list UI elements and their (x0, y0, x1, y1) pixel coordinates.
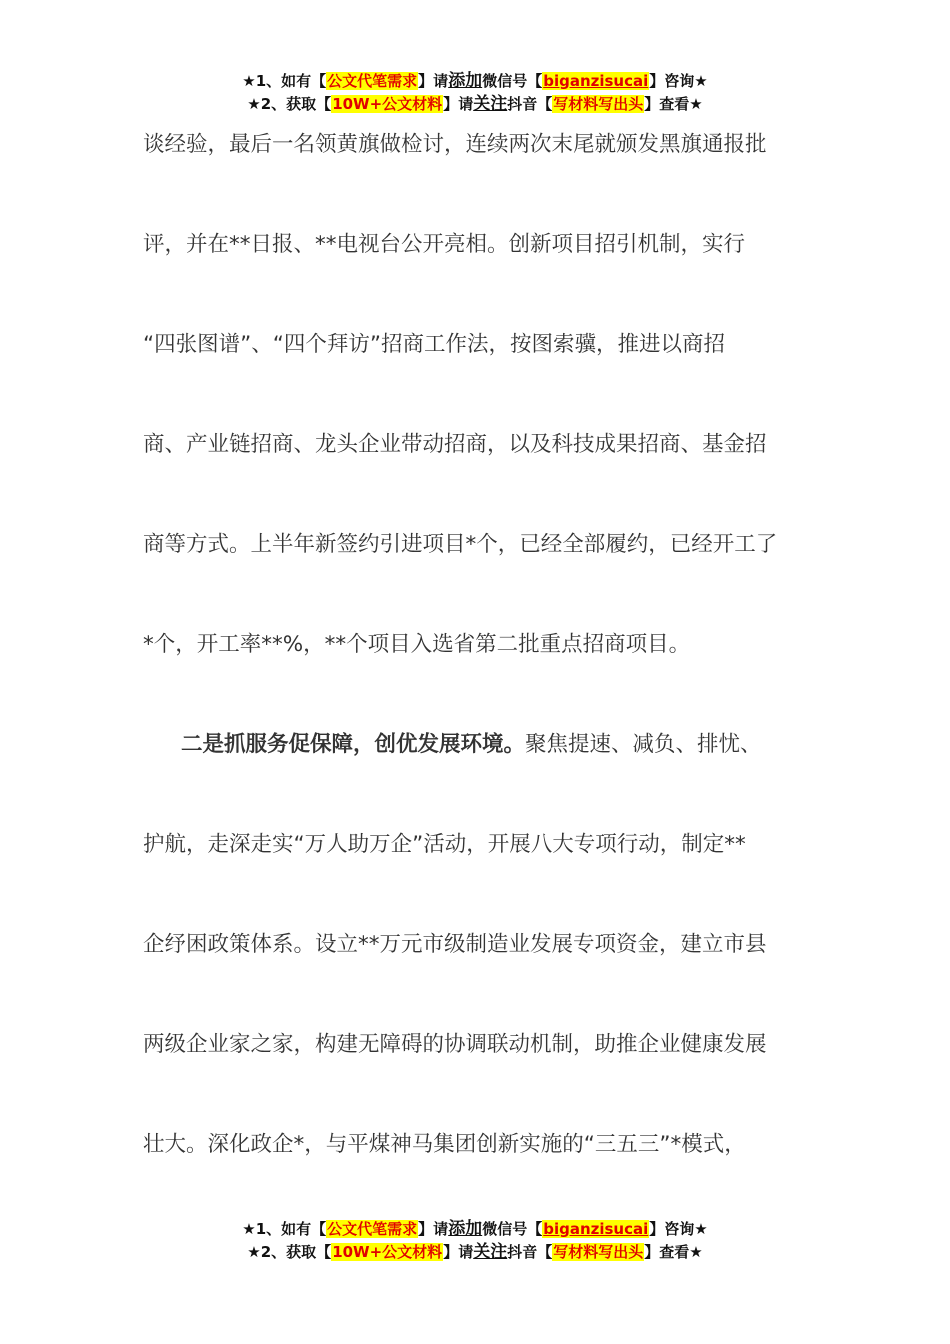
paragraph-line: 商等方式。上半年新签约引进项目*个，已经全部履约，已经开工了 (143, 532, 778, 557)
footer-banner (0, 1218, 950, 1264)
banner-highlight: 公文代笔需求 (327, 1220, 418, 1238)
paragraph-line: *个，开工率**%，**个项目入选省第二批重点招商项目。 (143, 632, 691, 657)
wechat-id-highlight: biganzisucai (543, 1220, 649, 1238)
banner-line-1 (0, 1218, 950, 1241)
banner-text: 】请 (418, 1220, 449, 1238)
paragraph-line: 谈经验，最后一名领黄旗做检讨，连续两次末尾就颁发黑旗通报批 (143, 132, 767, 157)
banner-underline: 添加 (448, 1219, 483, 1239)
banner-text: 】咨询★ (649, 72, 708, 90)
banner-text: 微信号【 (482, 72, 543, 90)
paragraph-line: 企纾困政策体系。设立**万元市级制造业发展专项资金，建立市县 (143, 932, 767, 957)
banner-line-1 (0, 70, 950, 93)
banner-text: 】查看★ (644, 95, 703, 113)
banner-underline: 关注 (473, 94, 508, 114)
banner-underline: 关注 (473, 1242, 508, 1262)
banner-text: 微信号【 (482, 1220, 543, 1238)
paragraph-line: 商、产业链招商、龙头企业带动招商，以及科技成果招商、基金招 (143, 432, 767, 457)
paragraph-line: 壮大。深化政企*，与平煤神马集团创新实施的“三五三”*模式， (143, 1132, 746, 1157)
banner-highlight: 10W+公文材料 (332, 95, 443, 113)
douyin-id-highlight: 写材料写出头 (553, 1243, 644, 1261)
banner-text: 抖音【 (507, 1243, 553, 1261)
paragraph-line: 两级企业家之家，构建无障碍的协调联动机制，助推企业健康发展 (143, 1032, 767, 1057)
banner-text: 抖音【 (507, 95, 553, 113)
document-body (143, 118, 823, 1218)
banner-underline: 添加 (448, 71, 483, 91)
paragraph-2-first-line (143, 718, 823, 818)
paragraph-line: 护航，走深走实“万人助万企”活动，开展八大专项行动，制定** (143, 832, 746, 857)
paragraph-text: 聚焦提速、减负、排忧、 (525, 732, 762, 757)
banner-highlight: 10W+公文材料 (332, 1243, 443, 1261)
header-banner (0, 70, 950, 116)
banner-text: ★1、如有【 (242, 72, 327, 90)
banner-text: ★1、如有【 (242, 1220, 327, 1238)
banner-text: ★2、获取【 (247, 1243, 332, 1261)
douyin-id-highlight: 写材料写出头 (553, 95, 644, 113)
banner-text: 】查看★ (644, 1243, 703, 1261)
banner-text: 】请 (443, 1243, 474, 1261)
wechat-id-highlight: biganzisucai (543, 72, 649, 90)
banner-text: 】请 (443, 95, 474, 113)
banner-highlight: 公文代笔需求 (327, 72, 418, 90)
banner-line-2 (0, 1241, 950, 1264)
banner-text: 】咨询★ (649, 1220, 708, 1238)
section-heading: 二是抓服务促保障，创优发展环境。 (181, 732, 526, 757)
banner-line-2 (0, 93, 950, 116)
banner-text: 】请 (418, 72, 449, 90)
banner-text: ★2、获取【 (247, 95, 332, 113)
paragraph-line: “四张图谱”、“四个拜访”招商工作法，按图索骥，推进以商招 (143, 332, 726, 357)
paragraph-line: 评，并在**日报、**电视台公开亮相。创新项目招引机制，实行 (143, 232, 746, 257)
